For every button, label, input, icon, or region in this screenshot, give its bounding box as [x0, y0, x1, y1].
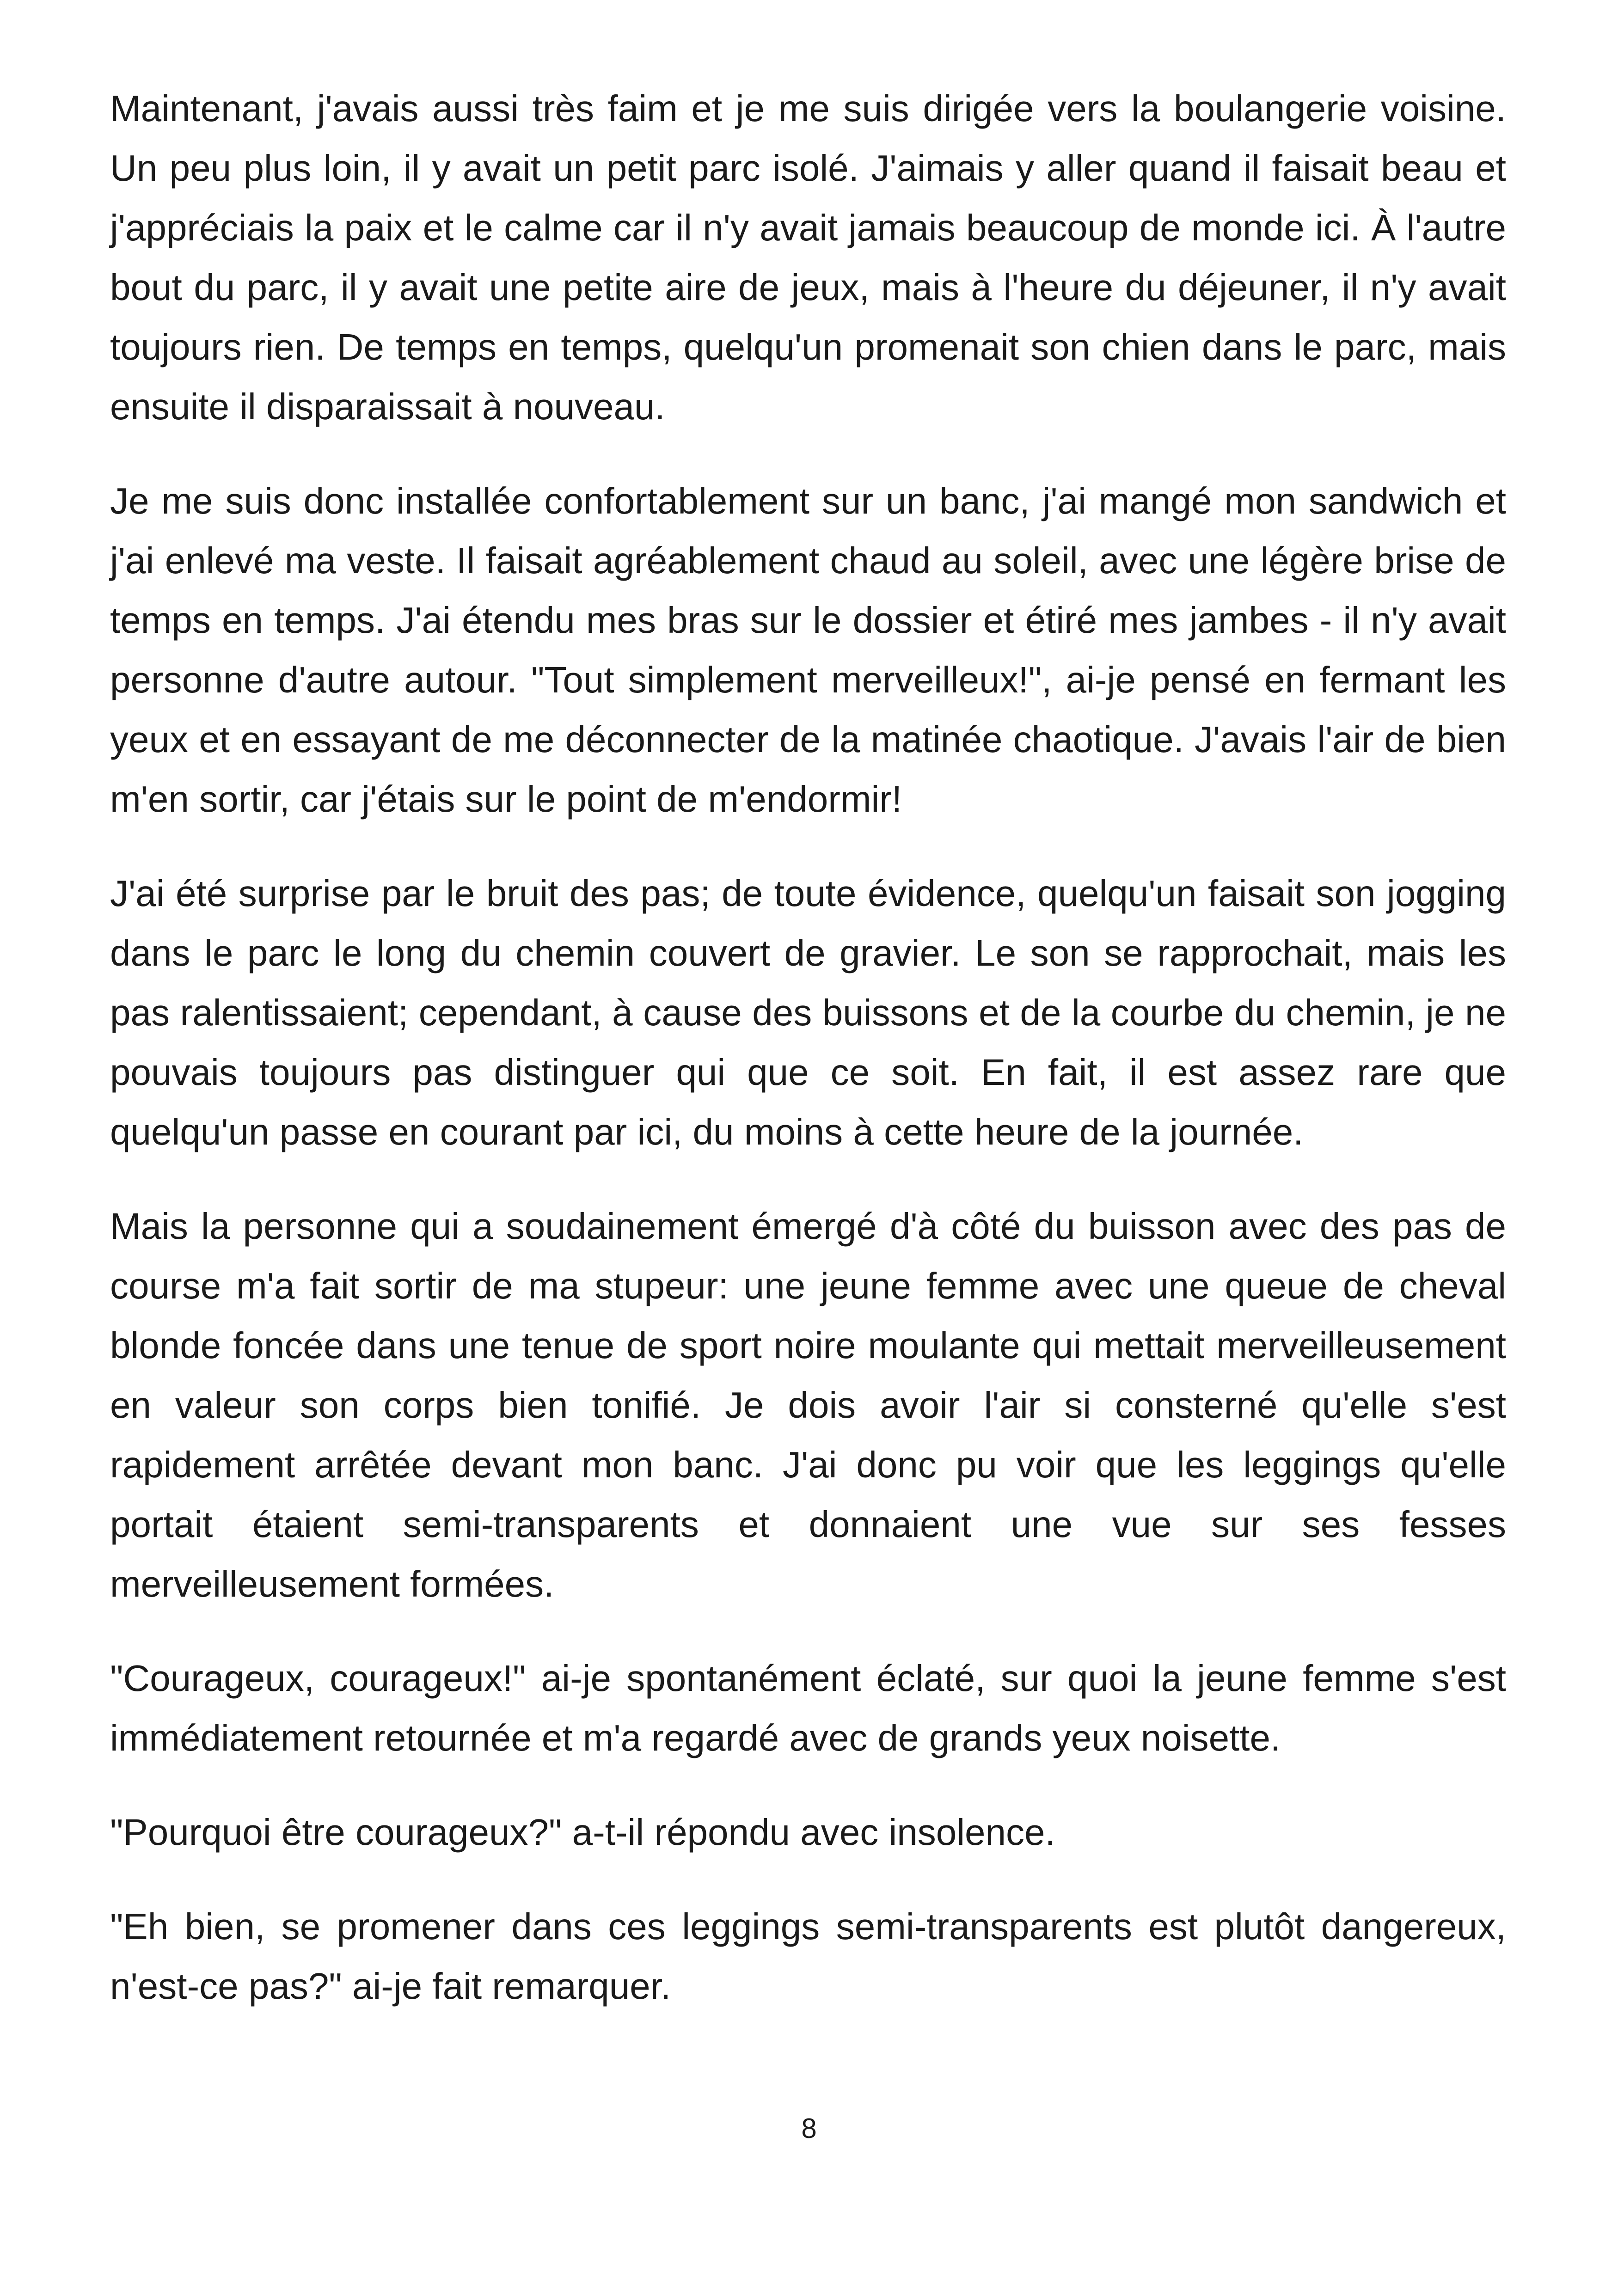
paragraph-1: Maintenant, j'avais aussi très faim et je me suis dirigée vers la boulangerie voisine. Un peu plus loin, il y avait un petit parc isolé. J'aimais y aller quand il faisait beau et j'appréciais la paix et le calme car il n'y avait jamais beaucoup de monde ici. À l'autre bout du parc, il y avait une petite aire de jeux, mais à l'heure du déjeuner, il n'y avait toujours rien. De temps en temps, quelqu'un promenait son chien dans le parc, mais ensuite il disparaissait à nouveau.	[110, 88, 1506, 427]
paragraph-3: J'ai été surprise par le bruit des pas; de toute évidence, quelqu'un faisait son jogging dans le parc le long du chemin couvert de gravier. Le son se rapprochait, mais les pas ralentissaient; cependant, à cause des buissons et de la courbe du chemin, je ne pouvais toujours pas distinguer qui que ce soit. En fait, il est assez rare que quelqu'un passe en courant par ici, du moins à cette heure de la journée.	[110, 873, 1506, 1152]
paragraph-7: "Eh bien, se promener dans ces leggings semi-transparents est plutôt dangereux, n'est-ce pas?" ai-je fait remarquer.	[110, 1906, 1506, 2007]
page-number: 8	[801, 2113, 817, 2144]
paragraph-4: Mais la personne qui a soudainement émergé d'à côté du buisson avec des pas de course m'a fait sortir de ma stupeur: une jeune femme avec une queue de cheval blonde foncée dans une tenue de sport noire moulante qui mettait merveilleusement en valeur son corps bien tonifié. Je dois avoir l'air si consterné qu'elle s'est rapidement arrêtée devant mon banc. J'ai donc pu voir que les leggings qu'elle portait étaient semi-transparents et donnaient une vue sur ses fesses merveilleusement formées.	[110, 1206, 1506, 1604]
paragraph-5: "Courageux, courageux!" ai-je spontanément éclaté, sur quoi la jeune femme s'est immédiatement retournée et m'a regardé avec de grands yeux noisette.	[110, 1658, 1506, 1758]
paragraph-2: Je me suis donc installée confortablement sur un banc, j'ai mangé mon sandwich et j'ai enlevé ma veste. Il faisait agréablement chaud au soleil, avec une légère brise de temps en temps. J'ai étendu mes bras sur le dossier et étiré mes jambes - il n'y avait personne d'autre autour. "Tout simplement merveilleux!", ai-je pensé en fermant les yeux et en essayant de me déconnecter de la matinée chaotique. J'avais l'air de bien m'en sortir, car j'étais sur le point de m'endormir!	[110, 480, 1506, 820]
paragraph-6: "Pourquoi être courageux?" a-t-il répondu avec insolence.	[110, 1812, 1055, 1853]
body-text	[110, 79, 1506, 2051]
